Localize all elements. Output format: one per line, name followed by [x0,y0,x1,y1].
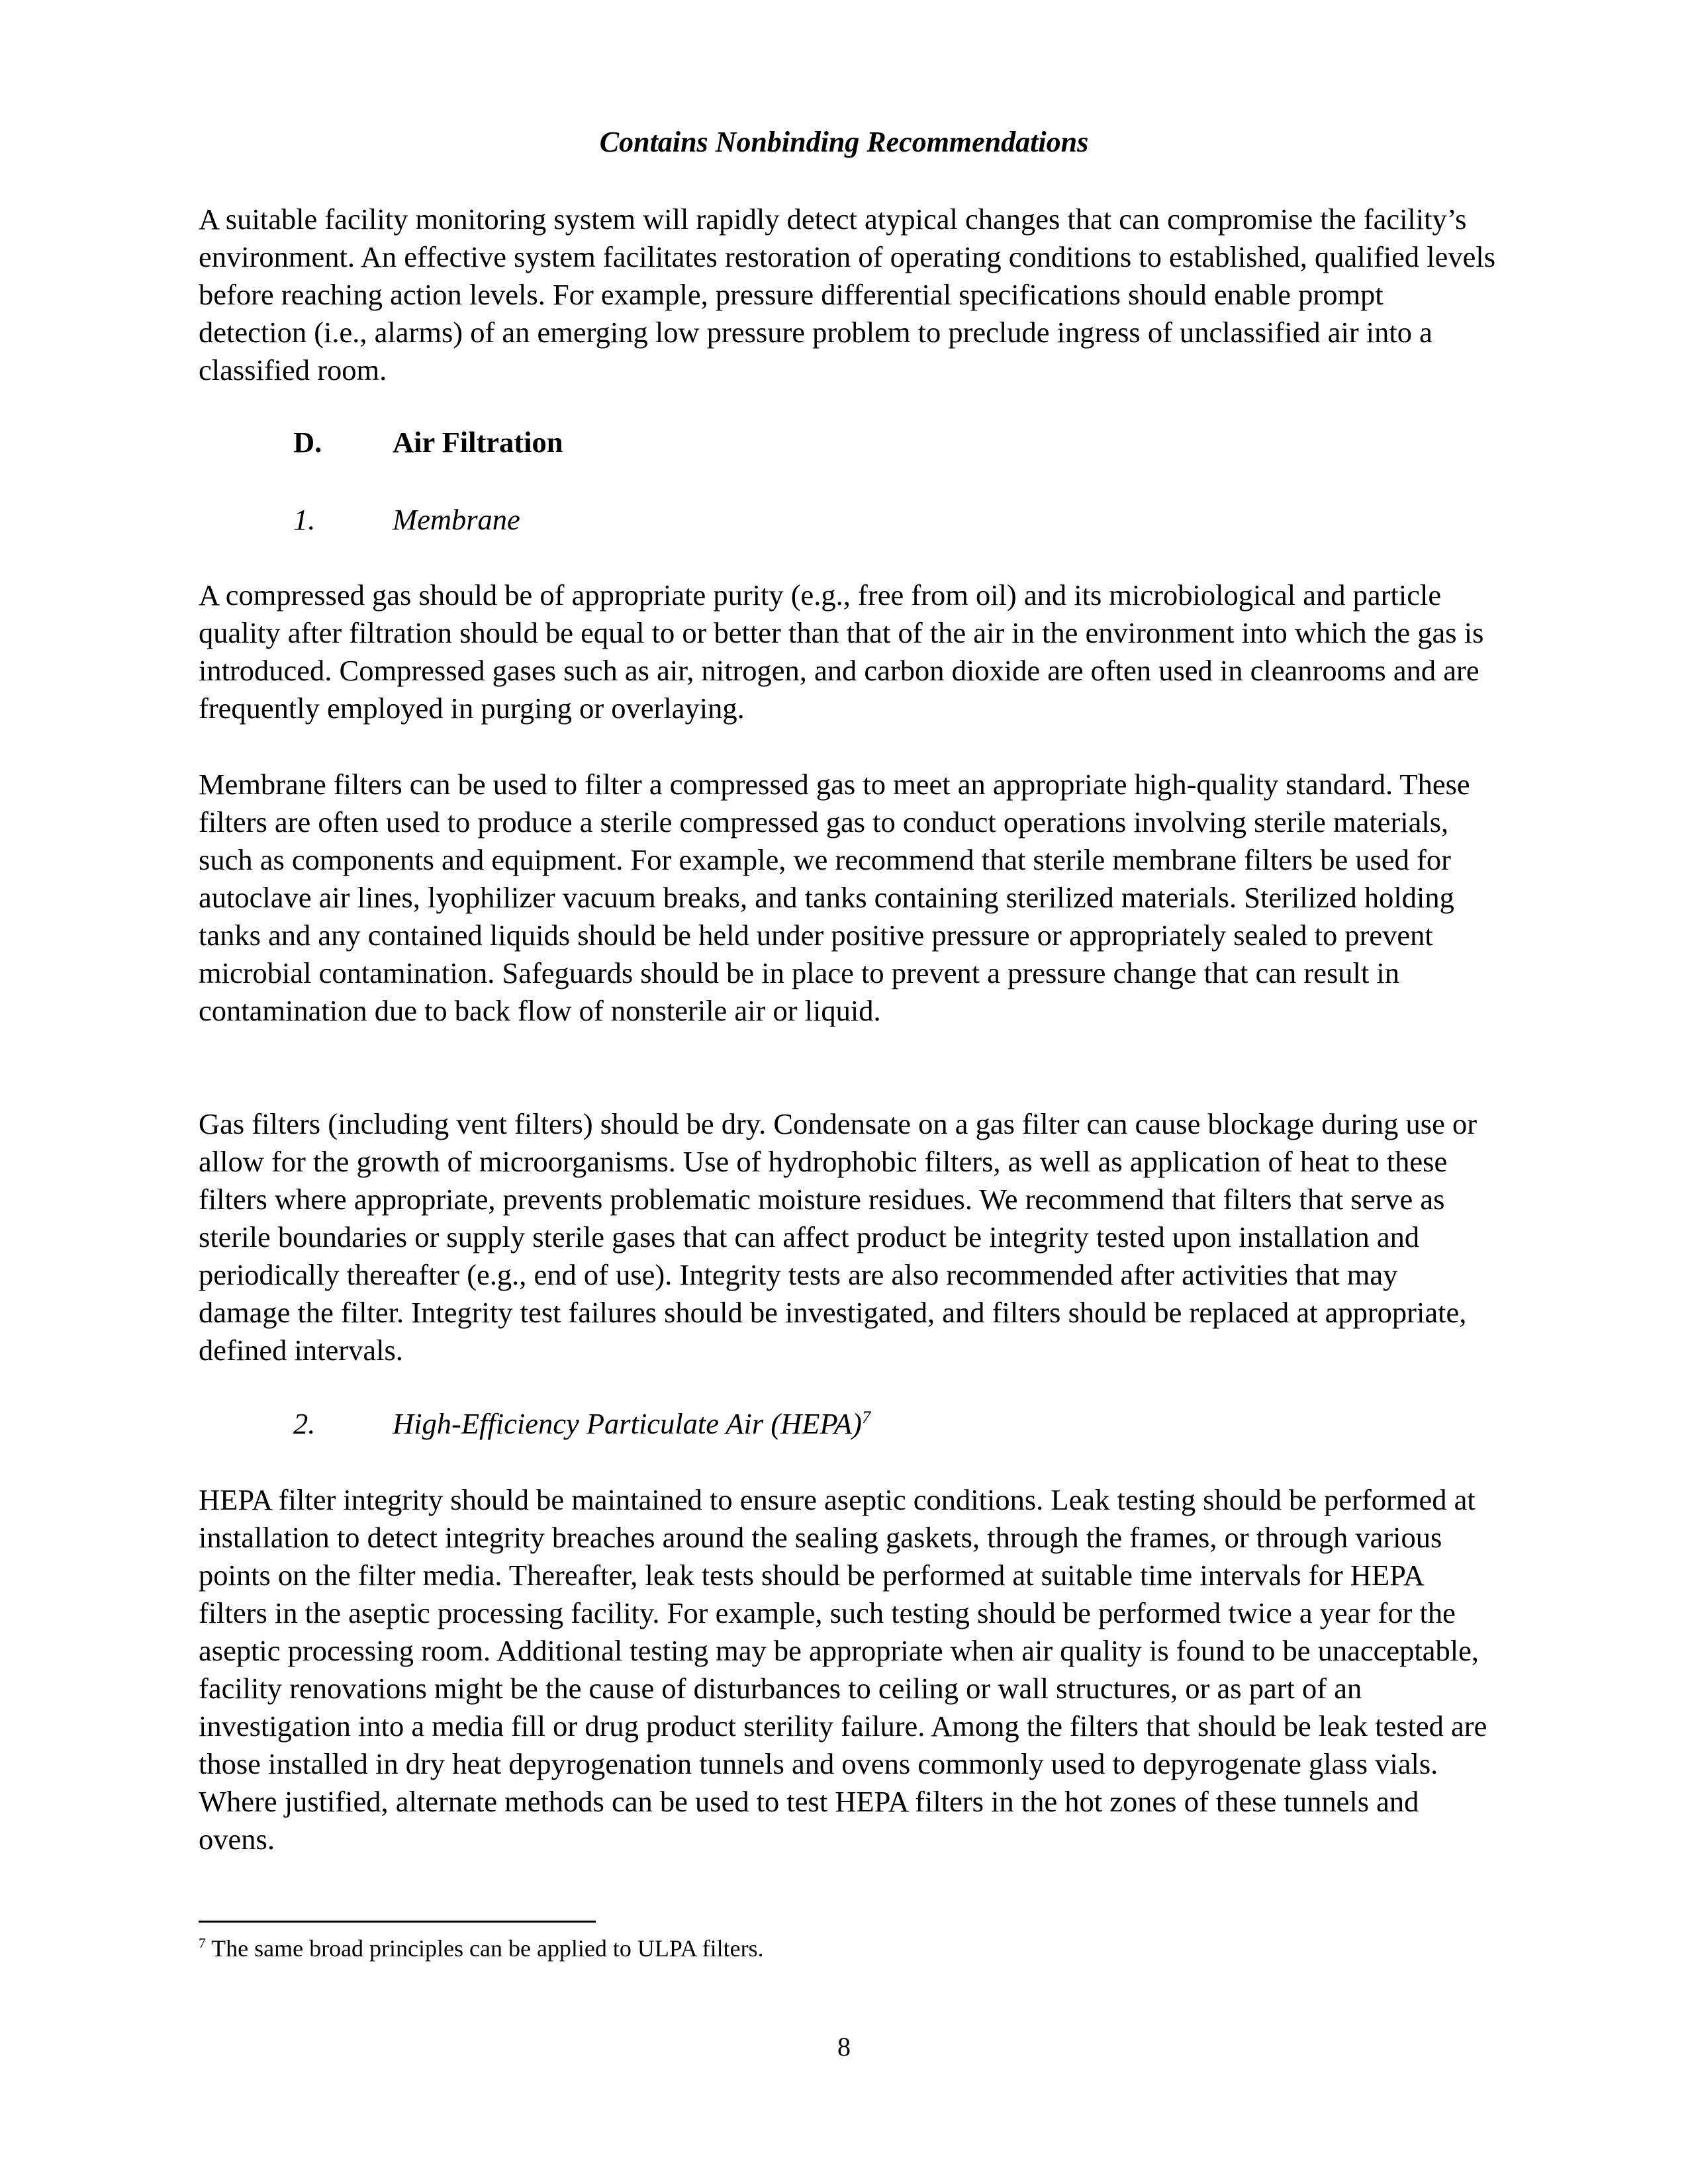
subsection-number: 2. [293,1407,316,1440]
footnote-divider [199,1921,596,1923]
paragraph-facility-monitoring: A suitable facility monitoring system will rapidly detect atypical changes that can compromise the facility’s environment. An effective system facilitates restoration of operating conditions to established, qualified levels before reaching action levels. For example, pressure differential specifications should enable prompt detection (i.e., alarms) of an emerging low pressure problem to preclude ingress of unclassified air into a classified room. [199,203,1496,387]
footnote-marker: 7 [199,1935,206,1951]
section-title: Air Filtration [393,426,563,459]
page-header: Contains Nonbinding Recommendations [599,126,1089,158]
footnote-text: The same broad principles can be applied to ULPA filters. [205,1935,764,1962]
paragraph-hepa-integrity: HEPA filter integrity should be maintained to ensure aseptic conditions. Leak testing should be performed at installation to detect integrity breaches around the sealing gaskets, through the frames, or through various points on the filter media. Thereafter, leak tests should be performed at suitable time intervals for HEPA filters in the aseptic processing facility. For example, such testing should be performed twice a year for the aseptic processing room. Additional testing may be appropriate when air quality is found to be unacceptable, facility renovations might be the cause of disturbances to ceiling or wall structures, or as part of an investigation into a media fill or drug product sterility failure. Among the filters that should be leak tested are those installed in dry heat depyrogenation tunnels and ovens commonly used to depyrogenate glass vials. Where justified, alternate methods can be used to test HEPA filters in the hot zones of these tunnels and ovens. [199,1483,1487,1856]
subsection-title: Membrane [393,503,520,536]
paragraph-compressed-gas: A compressed gas should be of appropriate purity (e.g., free from oil) and its microbiological and particle quality after filtration should be equal to or better than that of the air in the environment into which the gas is introduced. Compressed gases such as air, nitrogen, and carbon dioxide are often used in cleanrooms and are frequently employed in purging or overlaying. [199,578,1484,725]
subsection-number: 1. [293,503,316,536]
subsection-title-text: High-Efficiency Particulate Air (HEPA) [393,1407,862,1440]
page-number: 8 [837,2032,851,2062]
paragraph-membrane-filters: Membrane filters can be used to filter a compressed gas to meet an appropriate high-quality standard. These filters are often used to produce a sterile compressed gas to conduct operations involving sterile materials, such as components and equipment. For example, we recommend that sterile membrane filters be used for autoclave air lines, lyophilizer vacuum breaks, and tanks containing sterilized materials. Sterilized holding tanks and any contained liquids should be held under positive pressure or appropriately sealed to prevent microbial contamination. Safeguards should be in place to prevent a pressure change that can result in contamination due to back flow of nonsterile air or liquid. [199,768,1470,1027]
subsection-title [393,1404,870,1443]
footnote [199,1933,1496,1964]
paragraph-gas-filters: Gas filters (including vent filters) should be dry. Condensate on a gas filter can cause blockage during use or allow for the growth of microorganisms. Use of hydrophobic filters, as well as application of heat to these filters where appropriate, prevents problematic moisture residues. We recommend that filters that serve as sterile boundaries or supply sterile gases that can affect product be integrity tested upon installation and periodically thereafter (e.g., end of use). Integrity tests are also recommended after activities that may damage the filter. Integrity test failures should be investigated, and filters should be replaced at appropriate, defined intervals. [199,1107,1477,1367]
section-number: D. [293,426,322,459]
footnote-reference[interactable]: 7 [861,1407,871,1428]
